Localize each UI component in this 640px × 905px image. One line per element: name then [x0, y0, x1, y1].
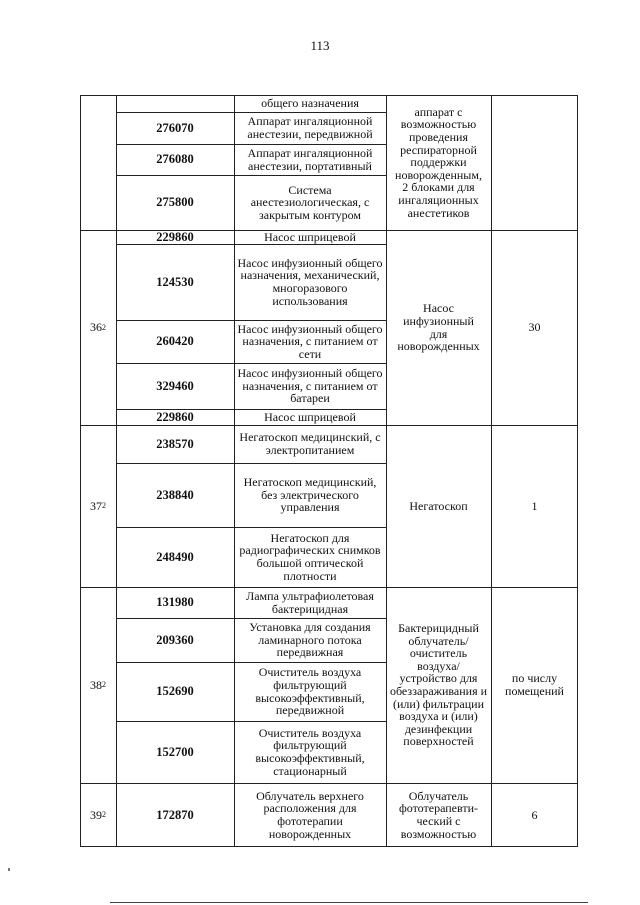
item-code: 276070	[156, 120, 194, 135]
row-number: 37 2	[90, 498, 106, 513]
item-code: 229860	[156, 229, 194, 244]
item-name: Лампа ультрафиолетовая бактерицидная	[246, 588, 374, 616]
quantity: 6	[531, 807, 538, 822]
item-name: Насос инфузионный общего назначения, с питанием от батареи	[237, 366, 383, 406]
item-code: 238570	[156, 436, 194, 451]
item-code: 131980	[156, 595, 194, 610]
item-name: Негатоскоп медицинский, с электропитанием	[239, 430, 381, 457]
item-name: Насос инфузионный общего назначения, с питанием от сети	[237, 321, 383, 361]
item-name: Насос шприцевой	[264, 229, 356, 244]
item-name: Очиститель воздуха фильтрующий высокоэффективный, передвижной	[255, 665, 365, 718]
quantity: по числу помещений	[505, 671, 564, 698]
scan-edge	[110, 902, 588, 903]
item-name: Система анестезиологическая, с закрытым контуром	[250, 182, 370, 222]
device-type: Насос инфузионный для новорожденных	[397, 301, 480, 354]
item-code: 275800	[156, 195, 194, 210]
item-code: 276080	[156, 152, 194, 167]
device-type: аппарат с возможностью проведения респираторной поддержки новорожденным, 2 блоками для ингаляционных анестетиков	[395, 104, 482, 220]
item-code: 329460	[156, 378, 194, 393]
item-name: Аппарат ингаляционной анестезии, передвижной	[247, 114, 373, 141]
row-number: 36 2	[90, 320, 106, 335]
row-number: 39 2	[90, 807, 106, 822]
item-code: 124530	[156, 274, 194, 289]
equipment-table	[80, 95, 578, 847]
item-code: 209360	[156, 632, 194, 647]
item-code: 172870	[156, 807, 194, 822]
item-name: Насос шприцевой	[264, 409, 356, 424]
item-name: Негатоскоп медицинский, без электрического управления	[243, 475, 377, 515]
device-type: Негатоскоп	[409, 498, 468, 513]
page-number: 113	[310, 38, 330, 53]
item-code: 152690	[156, 684, 194, 699]
item-code: 152700	[156, 744, 194, 759]
quantity: 1	[531, 498, 538, 513]
scan-mark	[8, 868, 10, 871]
item-name: Насос инфузионный общего назначения, механический, многоразового использования	[237, 255, 383, 308]
item-code: 260420	[156, 334, 194, 349]
quantity: 30	[528, 320, 541, 335]
item-name: Облучатель верхнего расположения для фототерапии новорожденных	[256, 788, 364, 841]
item-name: Негатоскоп для радиографических снимков большой оптической плотности	[239, 530, 381, 583]
item-code: 238840	[156, 487, 194, 502]
item-code: 229860	[156, 409, 194, 424]
item-name: общего назначения	[261, 96, 359, 111]
item-name: Очиститель воздуха фильтрующий высокоэффективный, стационарный	[255, 725, 365, 778]
device-type: Бактерицидный облучатель/ очиститель воздуха/ устройство для обеззараживания и (или) фильтрации воздуха и (или) дезинфекции поверхностей	[389, 621, 488, 749]
item-name: Установка для создания ламинарного потока передвижная	[249, 620, 371, 660]
item-name: Аппарат ингаляционной анестезии, портативный	[247, 145, 373, 173]
row-number: 38 2	[90, 677, 106, 692]
item-code: 248490	[156, 549, 194, 564]
device-type: Облучатель фототерапевти-ческий с возможностью	[398, 788, 479, 841]
